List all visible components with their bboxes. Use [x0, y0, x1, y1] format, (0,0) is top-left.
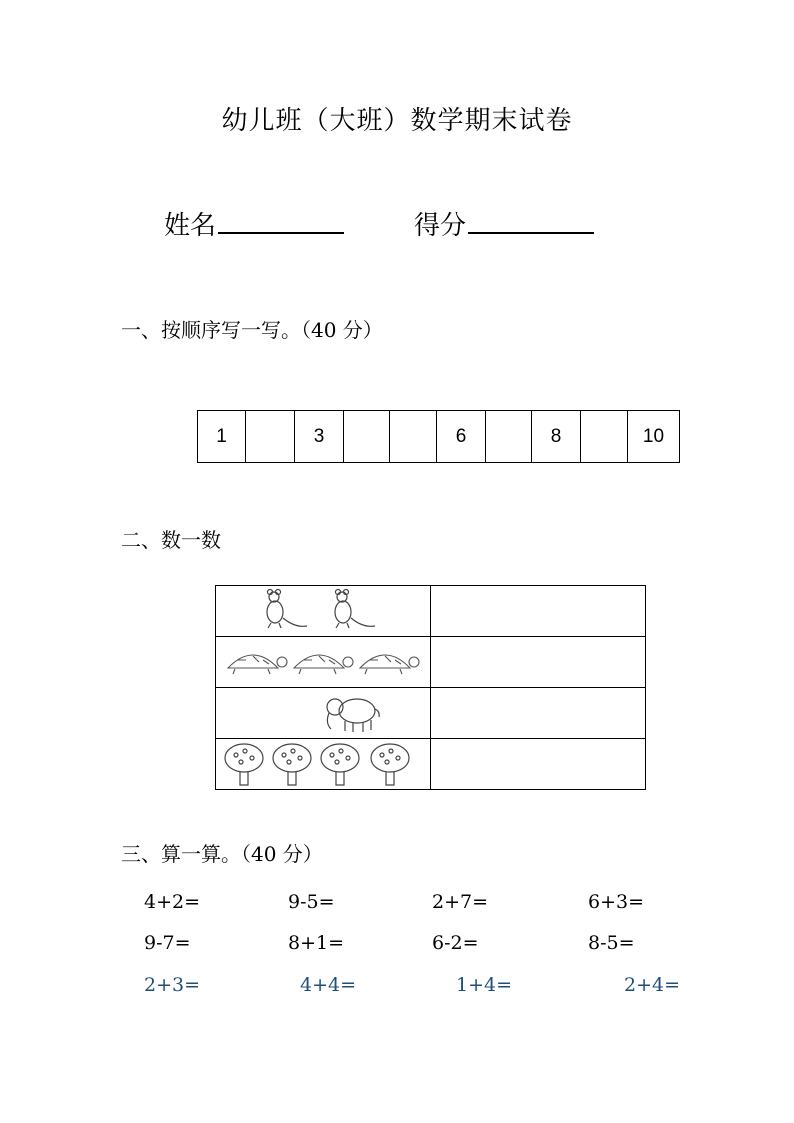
counting-row-mice [216, 586, 646, 637]
counting-row-turtles [216, 637, 646, 688]
turtles-answer-cell[interactable] [431, 637, 646, 688]
score-field [414, 204, 594, 242]
tree-icon [371, 744, 409, 785]
tree-icon [225, 744, 263, 785]
equation[interactable]: 2+7= [432, 891, 489, 913]
equation[interactable]: 1+4= [456, 974, 513, 996]
score-blank[interactable] [468, 204, 594, 234]
sequence-cell: 6 [437, 411, 486, 463]
mice-answer-cell[interactable] [431, 586, 646, 637]
tree-icon [321, 744, 359, 785]
equation[interactable]: 6+3= [588, 891, 645, 913]
elephant-icon [313, 691, 393, 735]
mice-picture-cell [216, 586, 431, 637]
sequence-cell: 3 [295, 411, 344, 463]
equation[interactable]: 2+4= [624, 974, 681, 996]
elephant-answer-cell[interactable] [431, 688, 646, 739]
equation[interactable]: 6-2= [432, 932, 479, 954]
turtle-icon [294, 655, 353, 674]
sequence-cell[interactable] [486, 411, 532, 463]
sequence-cell[interactable] [581, 411, 628, 463]
equation[interactable]: 4+4= [300, 974, 357, 996]
equation[interactable]: 2+3= [144, 974, 201, 996]
equation[interactable]: 9-7= [144, 932, 191, 954]
sequence-table [197, 410, 680, 463]
name-field [164, 204, 344, 242]
turtles-group [223, 642, 423, 682]
name-blank[interactable] [218, 204, 344, 234]
section-one-title: 一、按顺序写一写。（40 分） [121, 318, 383, 342]
sequence-cell[interactable] [344, 411, 390, 463]
section-two-title: 二、数一数 [121, 528, 221, 552]
sequence-cell: 8 [532, 411, 581, 463]
sequence-cell[interactable] [246, 411, 295, 463]
sequence-cell: 10 [628, 411, 680, 463]
equation[interactable]: 4+2= [144, 891, 201, 913]
counting-row-elephant [216, 688, 646, 739]
counting-row-trees [216, 739, 646, 790]
sequence-cell: 1 [198, 411, 246, 463]
elephant-picture-cell [216, 688, 431, 739]
page-title: 幼儿班（大班）数学期末试卷 [221, 106, 573, 136]
equation[interactable]: 8+1= [288, 932, 345, 954]
mice-group [253, 586, 393, 636]
trees-group [223, 741, 423, 787]
sequence-cell[interactable] [390, 411, 437, 463]
score-label: 得分 [414, 211, 467, 241]
counting-table [215, 585, 646, 790]
trees-picture-cell [216, 739, 431, 790]
trees-answer-cell[interactable] [431, 739, 646, 790]
mouse-icon [267, 590, 307, 629]
turtle-icon [360, 655, 419, 674]
name-label: 姓名 [164, 211, 217, 241]
turtles-picture-cell [216, 637, 431, 688]
tree-icon [273, 744, 311, 785]
equation[interactable]: 9-5= [288, 891, 335, 913]
mouse-icon [335, 590, 375, 629]
section-three-title: 三、算一算。（40 分） [121, 842, 323, 866]
equation[interactable]: 8-5= [588, 932, 635, 954]
turtle-icon [228, 655, 287, 674]
